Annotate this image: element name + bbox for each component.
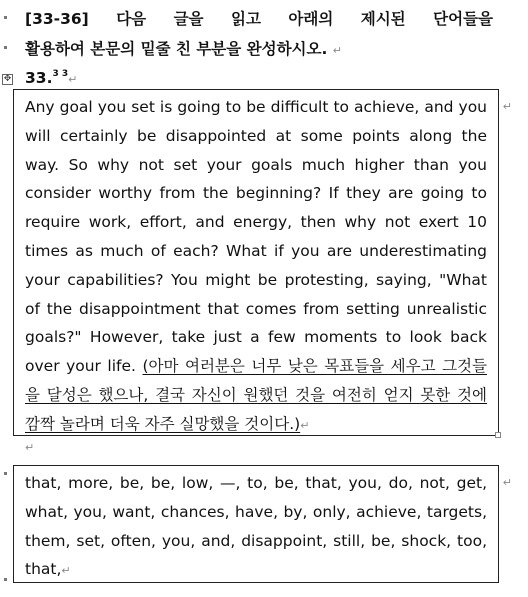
- paragraph-mark: ↵: [61, 564, 71, 578]
- question-instructions: [25, 4, 493, 66]
- passage-box: [13, 89, 512, 436]
- word-bank-box: [13, 465, 512, 583]
- paragraph-mark: ↵: [300, 418, 310, 432]
- table-resize-handle[interactable]: [495, 432, 501, 438]
- passage-english: Any goal you set is going to be difficult to achieve, and you will certainly be disappointed at some points along the way. So why not set your goals much higher than you consider worthy from the beginning? If they are going to require work, effort, and energy, then why not exert 10 times as much of each? What if you are underestimating your capabilities? You might be protesting, saying, "What of the disappointment that comes from setting unrealistic goals?" However, take just a few moments to look back over your life.: [25, 98, 487, 376]
- margin-dot: [4, 578, 7, 581]
- word-bank-words: that, more, be, be, low, —, to, be, that, you, do, not, get, what, you, want, chances, have, by, only, achieve, targets, them, set, often, you, and, disappoint, still, be, shock, too, that,: [25, 474, 487, 579]
- passage-text: [14, 90, 498, 441]
- passage-korean-underlined: (아마 여러분은 너무 낮은 목표들을 세우고 그것들을 달성은 했으나, 결국 자신이 원했던 것을 여전히 얻지 못한 것에 깜짝 놀라며 더욱 자주 실망했을 것이다.): [25, 357, 487, 433]
- paragraph-mark: ↵: [25, 441, 35, 454]
- instructions-line-1: [33-36] 다음 글을 읽고 아래의 제시된 단어들을: [25, 10, 493, 28]
- question-superscript: 3 3: [52, 69, 69, 79]
- margin-dot: [4, 46, 7, 49]
- word-bank-text: [14, 466, 498, 586]
- question-number-text: 33.: [25, 69, 53, 87]
- paragraph-mark: ↵: [68, 73, 78, 86]
- row-end-mark: ↵: [502, 476, 512, 489]
- instructions-line-2: [25, 34, 493, 66]
- instructions-line-2-text: 활용하여 본문의 밑줄 친 부분을 완성하시오.: [25, 40, 328, 58]
- question-number: [25, 64, 77, 90]
- move-handle-icon[interactable]: ✥: [3, 74, 12, 84]
- margin-dot: [4, 472, 7, 475]
- paragraph-mark: ↵: [332, 44, 343, 57]
- row-end-mark: ↵: [502, 100, 512, 113]
- margin-dot: [4, 16, 7, 19]
